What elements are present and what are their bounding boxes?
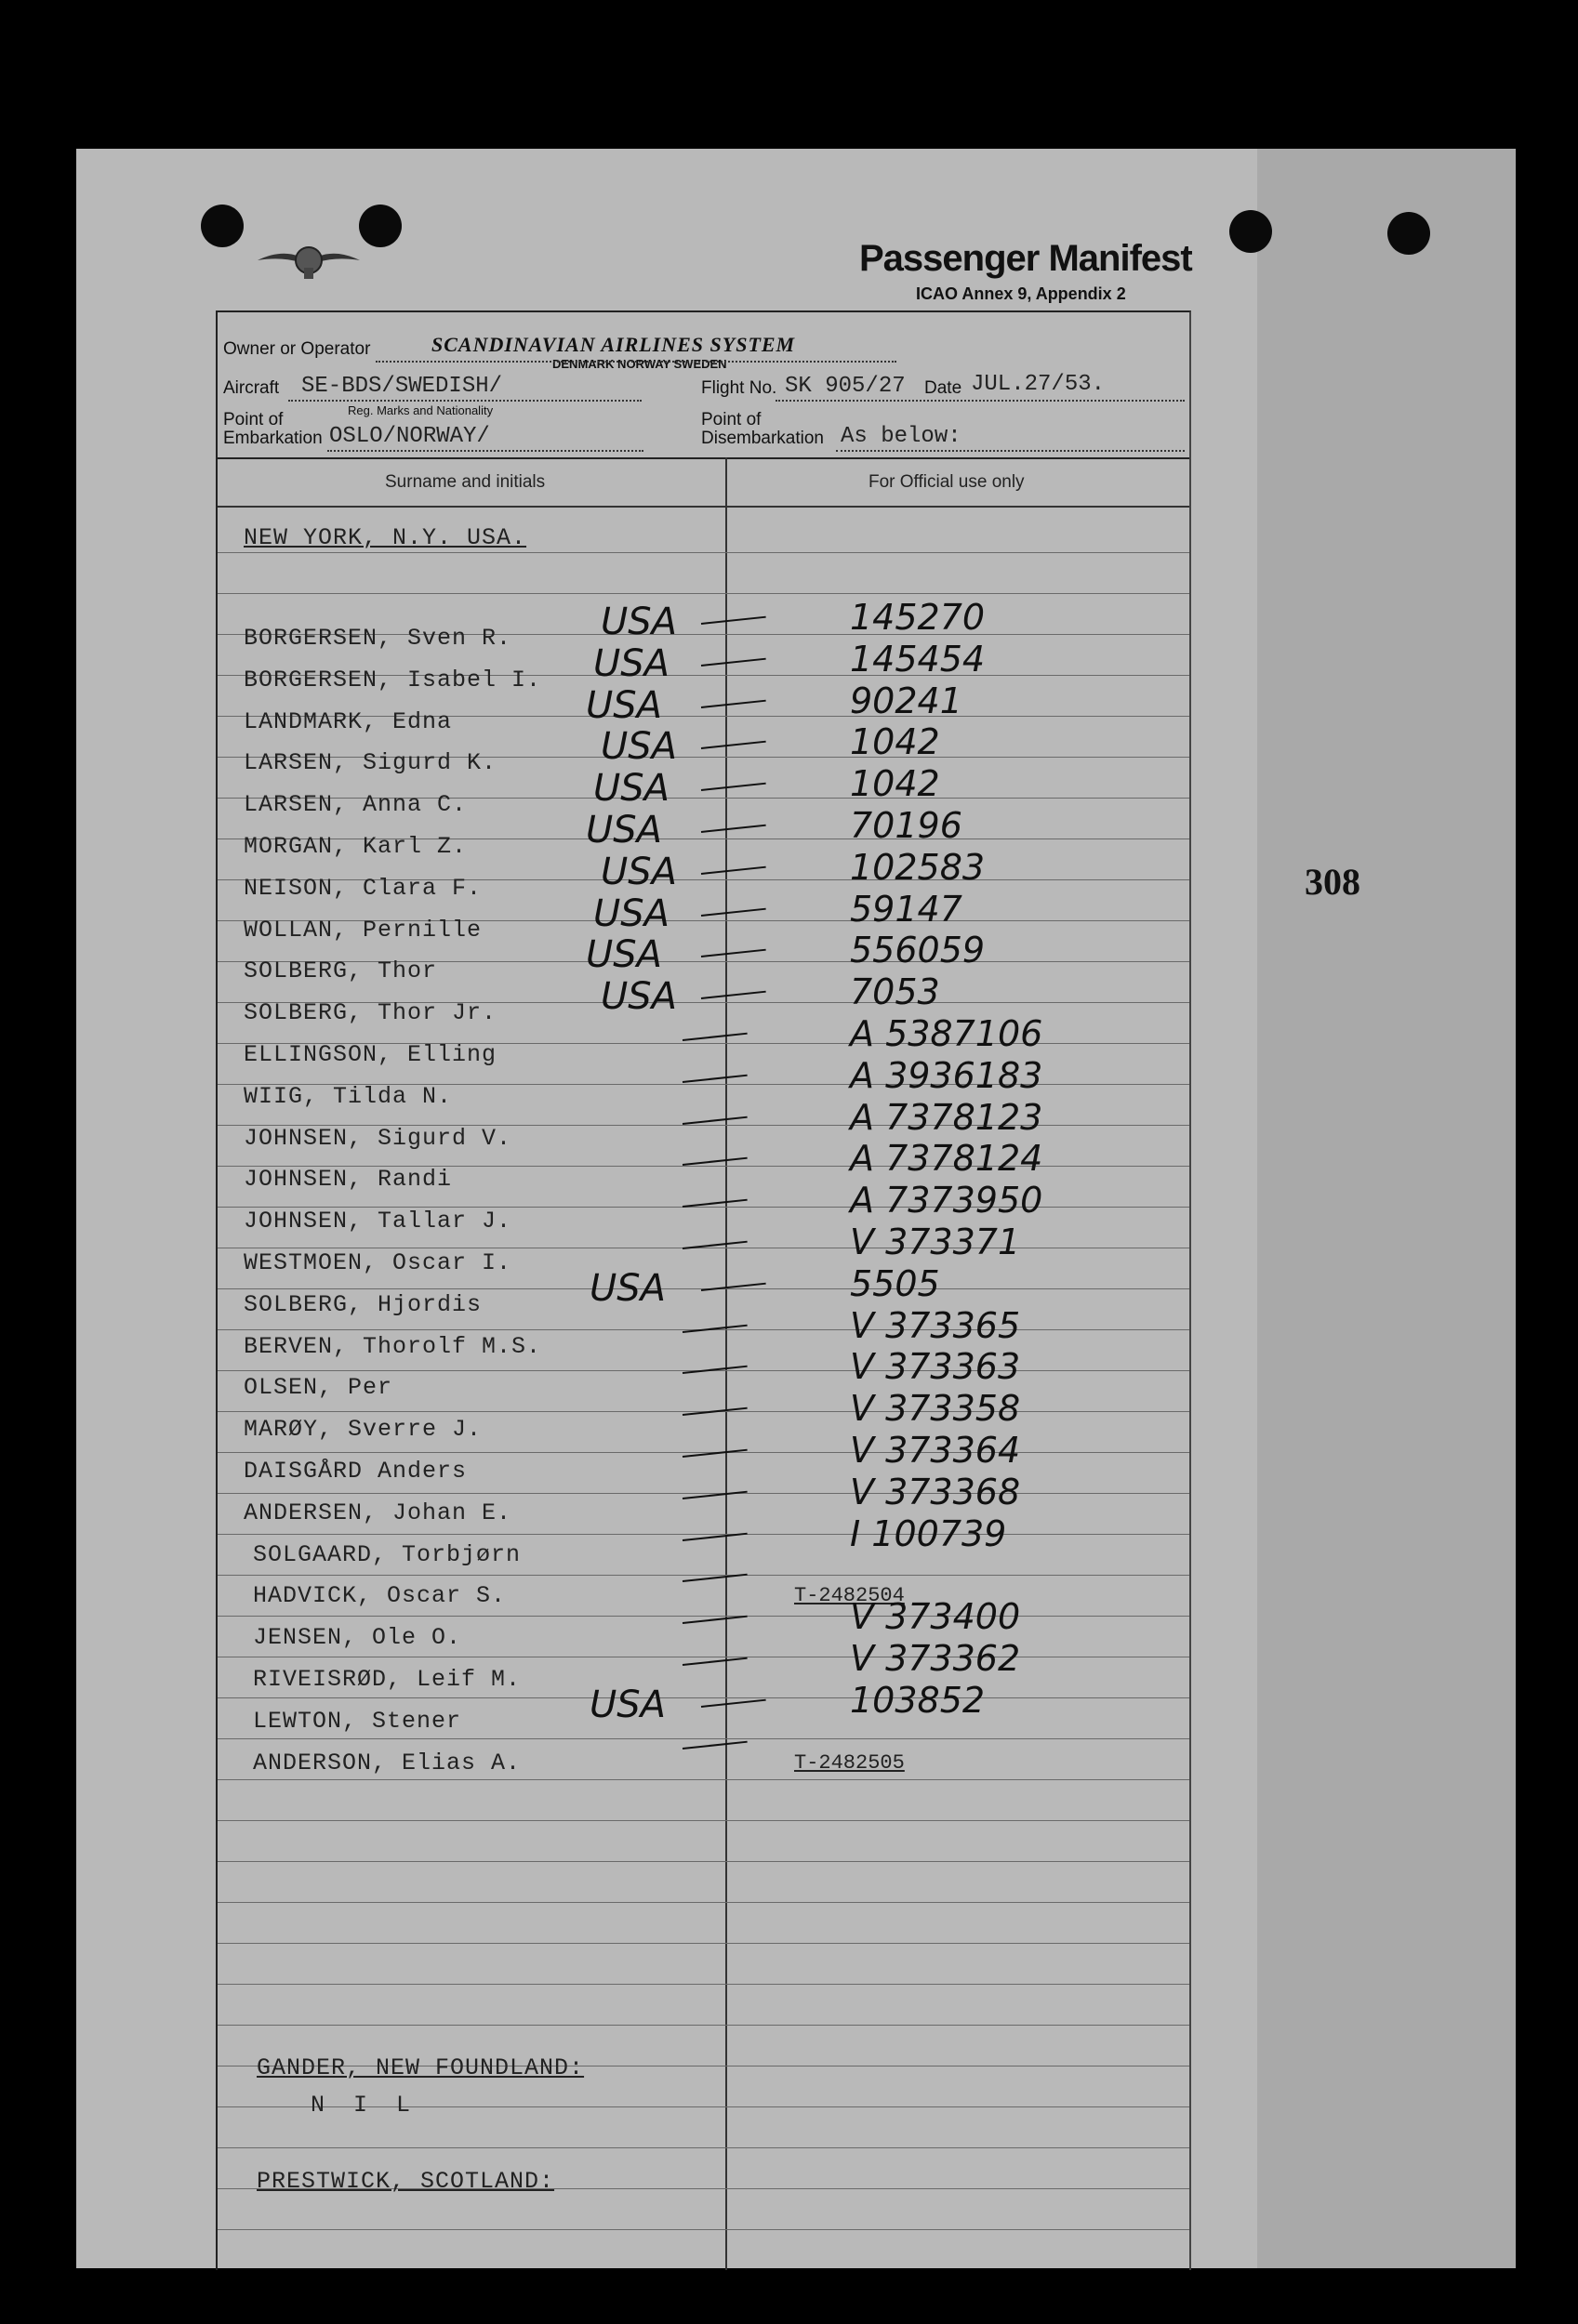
ruled-line bbox=[218, 1697, 1189, 1698]
handwritten-number: V 373363 bbox=[850, 1346, 1021, 1387]
ruled-line bbox=[218, 552, 1189, 553]
nationality-note: USA bbox=[601, 975, 678, 1018]
passenger-name: ELLINGSON, Elling bbox=[244, 1041, 497, 1068]
handwritten-number: A 7378123 bbox=[850, 1097, 1043, 1138]
passenger-name: HADVICK, Oscar S. bbox=[253, 1582, 507, 1609]
handwritten-number: 1042 bbox=[850, 763, 940, 804]
passenger-name: LARSEN, Sigurd K. bbox=[244, 749, 497, 776]
handwritten-number: 5505 bbox=[850, 1263, 940, 1304]
handwritten-number: V 373365 bbox=[850, 1305, 1021, 1346]
passenger-name: MARØY, Sverre J. bbox=[244, 1416, 483, 1443]
hand-dash bbox=[701, 658, 766, 667]
airline-logo-icon bbox=[253, 232, 365, 288]
punch-hole bbox=[201, 205, 244, 247]
hand-dash bbox=[683, 1075, 748, 1083]
handwritten-number: 7053 bbox=[850, 971, 940, 1012]
nationality-note: USA bbox=[601, 601, 678, 643]
passenger-name: WIIG, Tilda N. bbox=[244, 1083, 453, 1110]
ruled-line bbox=[218, 1616, 1189, 1617]
handwritten-number: V 373368 bbox=[850, 1472, 1021, 1512]
handwritten-number: 103852 bbox=[850, 1680, 986, 1721]
passenger-name: NEISON, Clara F. bbox=[244, 875, 483, 902]
disembark-label-line2: Disembarkation bbox=[701, 429, 824, 448]
nationality-note: USA bbox=[586, 809, 663, 852]
ruled-line bbox=[218, 1738, 1189, 1739]
reg-marks-label: Reg. Marks and Nationality bbox=[348, 403, 494, 417]
destination-heading: PRESTWICK, SCOTLAND: bbox=[257, 2168, 555, 2195]
passenger-name: JOHNSEN, Sigurd V. bbox=[244, 1125, 512, 1152]
flight-label: Flight No. bbox=[701, 378, 777, 398]
passenger-name: WESTMOEN, Oscar I. bbox=[244, 1249, 512, 1276]
disembark-value: As below: bbox=[841, 424, 961, 449]
handwritten-number: I 100739 bbox=[850, 1513, 1007, 1554]
passenger-name: LEWTON, Stener bbox=[253, 1708, 462, 1735]
passenger-name: ANDERSEN, Johan E. bbox=[244, 1499, 512, 1526]
flight-value: SK 905/27 bbox=[785, 374, 906, 399]
hand-dash bbox=[701, 825, 766, 833]
nationality-note: USA bbox=[586, 933, 663, 976]
handwritten-number: V 373400 bbox=[850, 1596, 1021, 1637]
nationality-note: USA bbox=[601, 725, 678, 768]
handwritten-number: A 7373950 bbox=[850, 1180, 1043, 1221]
hand-dash bbox=[683, 1157, 748, 1166]
ruled-line bbox=[218, 1861, 1189, 1862]
ruled-line bbox=[218, 1984, 1189, 1985]
manifest-sheet bbox=[76, 149, 1516, 2268]
hand-dash bbox=[701, 991, 766, 999]
handwritten-number: V 373364 bbox=[850, 1430, 1021, 1471]
hand-dash bbox=[683, 1449, 748, 1458]
passenger-name: BORGERSEN, Sven R. bbox=[244, 625, 512, 652]
passenger-name: JOHNSEN, Randi bbox=[244, 1166, 453, 1193]
destination-heading: GANDER, NEW FOUNDLAND: bbox=[257, 2054, 585, 2081]
ruled-line bbox=[218, 1820, 1189, 1821]
nationality-note: USA bbox=[586, 684, 663, 727]
handwritten-number: 145270 bbox=[850, 597, 986, 638]
date-value: JUL.27/53. bbox=[971, 372, 1106, 397]
column-header-rule bbox=[218, 506, 1189, 508]
owner-line bbox=[376, 361, 896, 363]
nationality-note: USA bbox=[601, 851, 678, 893]
handwritten-number: 102583 bbox=[850, 847, 986, 888]
ruled-line bbox=[218, 1902, 1189, 1903]
hand-dash bbox=[683, 1033, 748, 1041]
column-divider bbox=[725, 457, 727, 2270]
passenger-name: LANDMARK, Edna bbox=[244, 708, 453, 735]
embark-value: OSLO/NORWAY/ bbox=[329, 424, 490, 449]
ruled-line bbox=[218, 2025, 1189, 2026]
handwritten-number: A 7378124 bbox=[850, 1138, 1043, 1179]
passenger-name: BORGERSEN, Isabel I. bbox=[244, 667, 542, 693]
page-subtitle: ICAO Annex 9, Appendix 2 bbox=[916, 284, 1126, 303]
disembark-line bbox=[836, 450, 1185, 452]
nationality-note: USA bbox=[590, 1267, 667, 1310]
flight-line bbox=[776, 400, 1185, 402]
handwritten-number: A 5387106 bbox=[850, 1013, 1043, 1054]
passenger-name: SOLBERG, Thor bbox=[244, 957, 438, 984]
passenger-name: ANDERSON, Elias A. bbox=[253, 1750, 522, 1776]
hand-dash bbox=[683, 1657, 748, 1666]
handwritten-number: 556059 bbox=[850, 930, 986, 971]
ruled-line bbox=[218, 2229, 1189, 2230]
ruled-line bbox=[218, 1493, 1189, 1494]
disembark-label bbox=[701, 411, 824, 448]
embark-label bbox=[223, 411, 323, 448]
owner-value: SCANDINAVIAN AIRLINES SYSTEM bbox=[431, 333, 796, 356]
hand-dash bbox=[701, 949, 766, 957]
ruled-line bbox=[218, 2147, 1189, 2148]
aircraft-label: Aircraft bbox=[223, 378, 280, 398]
embark-line bbox=[327, 450, 643, 452]
passenger-name: WOLLAN, Pernille bbox=[244, 917, 483, 944]
hand-dash bbox=[701, 1699, 766, 1708]
date-label: Date bbox=[924, 378, 962, 398]
handwritten-number: V 373371 bbox=[850, 1221, 1021, 1262]
handwritten-number: 70196 bbox=[850, 805, 962, 846]
page-title: Passenger Manifest bbox=[859, 238, 1192, 279]
manifest-form bbox=[216, 310, 1191, 2270]
passenger-name: MORGAN, Karl Z. bbox=[244, 833, 468, 860]
nationality-note: USA bbox=[593, 767, 670, 810]
passenger-name: LARSEN, Anna C. bbox=[244, 791, 468, 818]
ruled-line bbox=[218, 1779, 1189, 1780]
aircraft-line bbox=[288, 400, 642, 402]
embark-label-line1: Point of bbox=[223, 410, 284, 429]
nationality-note: USA bbox=[593, 642, 670, 685]
handwritten-number: 59147 bbox=[850, 889, 962, 930]
passenger-name: JOHNSEN, Tallar J. bbox=[244, 1208, 512, 1235]
ruled-line bbox=[218, 593, 1189, 594]
ruled-line bbox=[218, 1575, 1189, 1576]
handwritten-number: 90241 bbox=[850, 680, 962, 721]
passenger-name: DAISGÅRD Anders bbox=[244, 1458, 468, 1485]
hand-dash bbox=[701, 908, 766, 917]
hand-dash bbox=[701, 616, 766, 625]
column-surname: Surname and initials bbox=[385, 472, 546, 492]
punch-hole bbox=[1229, 210, 1272, 253]
owner-label: Owner or Operator bbox=[223, 339, 371, 359]
passenger-name: SOLBERG, Hjordis bbox=[244, 1291, 483, 1318]
passenger-name: OLSEN, Per bbox=[244, 1374, 393, 1401]
hand-dash bbox=[683, 1116, 748, 1125]
stamped-number: T-2482505 bbox=[794, 1751, 905, 1775]
ruled-line bbox=[218, 1943, 1189, 1944]
punch-hole bbox=[1387, 212, 1430, 255]
handwritten-number: 1042 bbox=[850, 721, 940, 762]
handwritten-number: V 373362 bbox=[850, 1638, 1021, 1679]
punch-hole bbox=[359, 205, 402, 247]
handwritten-number: V 373358 bbox=[850, 1388, 1021, 1429]
nationality-note: USA bbox=[593, 892, 670, 935]
page-number: 308 bbox=[1305, 861, 1360, 903]
passenger-name: SOLBERG, Thor Jr. bbox=[244, 999, 497, 1026]
ruled-line bbox=[218, 1534, 1189, 1535]
passenger-name: SOLGAARD, Torbjørn bbox=[253, 1541, 522, 1568]
sheet-shadow bbox=[1257, 149, 1516, 2268]
hand-dash bbox=[701, 1283, 766, 1291]
hand-dash bbox=[701, 700, 766, 708]
passenger-name: RIVEISRØD, Leif M. bbox=[253, 1666, 522, 1693]
destination-heading: NEW YORK, N.Y. USA. bbox=[244, 524, 527, 551]
destination-note: N I L bbox=[311, 2092, 418, 2119]
column-official: For Official use only bbox=[869, 472, 1025, 492]
passenger-name: JENSEN, Ole O. bbox=[253, 1624, 462, 1651]
hand-dash bbox=[701, 741, 766, 749]
hand-dash bbox=[683, 1616, 748, 1624]
owner-countries: DENMARK NORWAY SWEDEN bbox=[552, 357, 727, 371]
embark-label-line2: Embarkation bbox=[223, 429, 323, 448]
nationality-note: USA bbox=[590, 1684, 667, 1726]
passenger-name: BERVEN, Thorolf M.S. bbox=[244, 1333, 542, 1360]
header-rule bbox=[218, 457, 1189, 459]
stamped-number: T-2482504 bbox=[794, 1584, 905, 1607]
hand-dash bbox=[701, 866, 766, 875]
disembark-label-line1: Point of bbox=[701, 410, 762, 429]
hand-dash bbox=[701, 783, 766, 791]
aircraft-value: SE-BDS/SWEDISH/ bbox=[301, 374, 503, 399]
handwritten-number: A 3936183 bbox=[850, 1055, 1043, 1096]
hand-dash bbox=[683, 1741, 748, 1750]
handwritten-number: 145454 bbox=[850, 639, 986, 680]
